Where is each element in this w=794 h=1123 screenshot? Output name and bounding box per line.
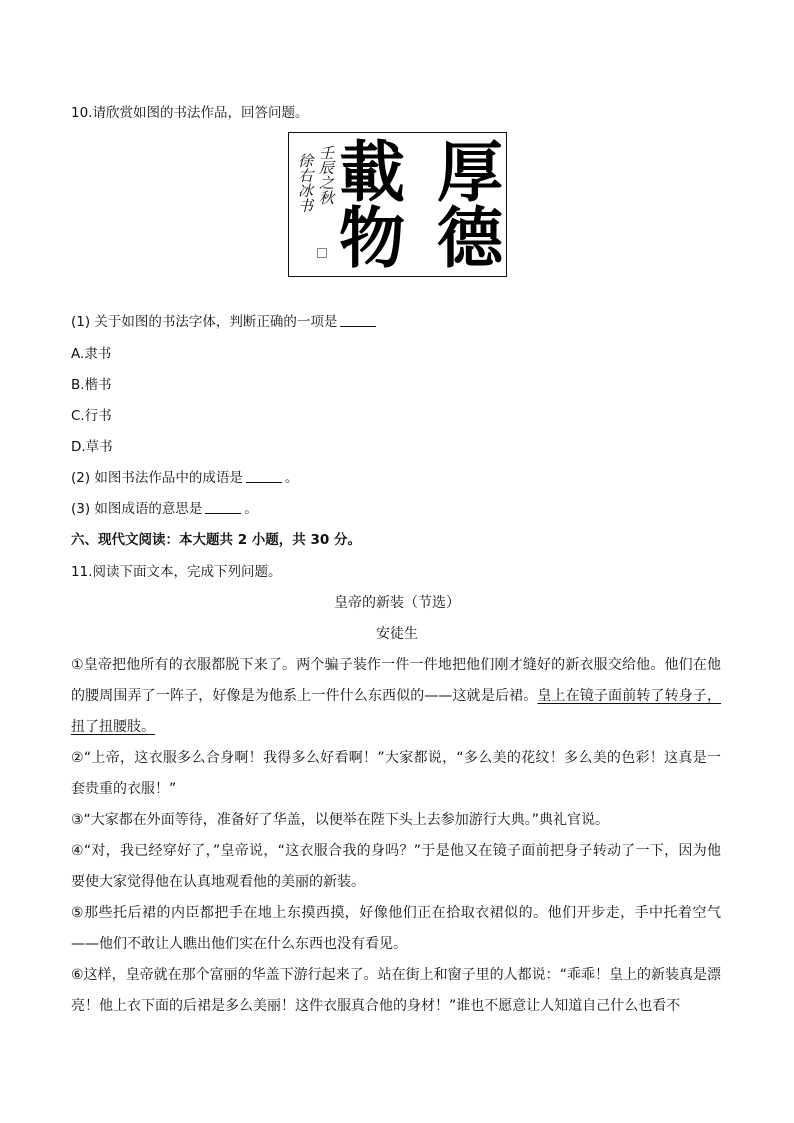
calligraphy-char: 物 [339,199,405,277]
passage-paragraph-3: ③“大家都在外面等待，准备好了华盖，以便举在陛下头上去参加游行大典。”典礼官说。 [71,812,610,828]
passage-paragraph-2: ②“上帝，这衣服多么合身啊！我得多么好看啊！”大家都说，“多么美的花纹！多么美的色彩！这真是一套贵重的衣服！” [71,750,721,797]
answer-blank [205,500,241,514]
sub-question-3: (3) 如图成语的意思是 。 [71,501,258,517]
sub-question-1: (1) 关于如图的书法字体，判断正确的一项是 [71,313,379,331]
option-c: C.行书 [71,408,112,424]
question-10-stem: 10.请欣赏如图的书法作品，回答问题。 [71,105,309,121]
passage-paragraph-4: ④“对，我已经穿好了，”皇帝说，“这衣服合我的身吗？”于是他又在镜子面前把身子转动了一下，因为他要使大家觉得他在认真地观看他的美丽的新装。 [71,843,721,890]
passage-author: 安徒生 [376,626,418,642]
passage-paragraph-6: ⑥这样，皇帝就在那个富丽的华盖下游行起来了。站在街上和窗子里的人都说：“乖乖！皇上的新装真是漂亮！他上衣下面的后裙是多么美丽！这件衣服真合他的身材！”谁也不愿意让人知道自己什么也看不 [71,967,721,1014]
sub-question-2: (2) 如图书法作品中的成语是 。 [71,470,299,486]
passage-paragraph-5: ⑤那些托后裙的内臣都把手在地上东摸西摸，好像他们正在拾取衣裙似的。他们开步走，手中托着空气——他们不敢让人瞧出他们实在什么东西也没有看见。 [71,905,721,952]
option-a: A.隶书 [71,346,112,362]
seal-stamp-icon [317,248,327,258]
calligraphy-artwork [288,132,507,277]
calligraphy-inscription: 壬辰之秋 [317,145,335,205]
answer-blank [340,313,376,327]
calligraphy-char: 德 [437,199,503,277]
section-heading: 六、现代文阅读：本大题共 2 小题，共 30 分。 [71,532,361,548]
passage-paragraph-1: ①皇帝把他所有的衣服都脱下来了。两个骗子装作一件一件地把他们刚才缝好的新衣服交给他。他们在他的腰周围弄了一阵子，好像是为他系上一件什么东西似的——这就是后裙。皇上在镜子面前转了转身子，扭了扭腰肢。 [71,657,722,735]
answer-blank [246,469,282,483]
calligraphy-inscription: 徐右冰书 [296,153,314,213]
option-d: D.草书 [71,439,113,455]
passage-title: 皇帝的新装（节选） [334,595,460,611]
option-b: B.楷书 [71,377,112,393]
underlined-sentence: 皇上在镜子面前转了转身子，扭了扭腰肢。 [71,688,722,735]
calligraphy-char: 厚 [437,133,503,211]
calligraphy-char: 載 [339,133,405,211]
question-11-stem: 11.阅读下面文本，完成下列问题。 [71,564,282,580]
